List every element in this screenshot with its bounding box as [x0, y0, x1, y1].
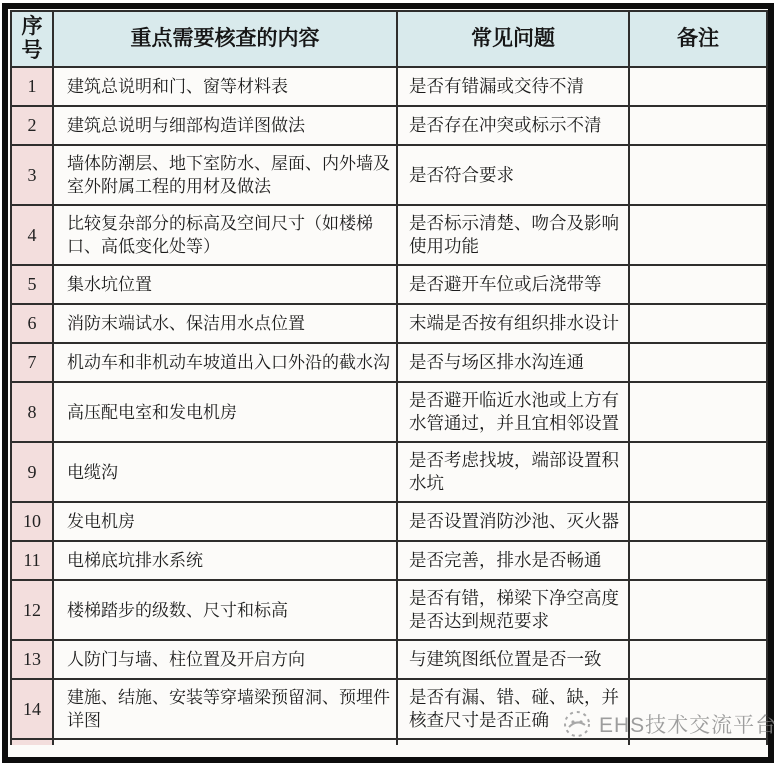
row-content-cell: 建施、结施、安装等穿墙梁预留洞、预埋件详图 [53, 679, 397, 739]
row-problem-cell: 是否设置消防沙池、灭火器 [397, 502, 629, 541]
table-row [11, 145, 767, 205]
row-content-cell: 消防末端试水、保洁用水点位置 [53, 304, 397, 343]
row-problem-cell: 是否有错，梯梁下净空高度是否达到规范要求 [397, 580, 629, 640]
row-remark-cell [629, 502, 767, 541]
table-row [11, 679, 767, 739]
cutoff-cell [397, 739, 629, 745]
cutoff-row [11, 739, 767, 745]
row-index-cell: 4 [11, 205, 53, 265]
row-problem-cell: 是否有漏、错、碰、缺，并核查尺寸是否正确 [397, 679, 629, 739]
cutoff-cell [629, 739, 767, 745]
row-remark-cell [629, 205, 767, 265]
row-problem-cell: 是否标示清楚、吻合及影响使用功能 [397, 205, 629, 265]
row-problem-cell: 是否符合要求 [397, 145, 629, 205]
row-remark-cell [629, 106, 767, 145]
row-remark-cell [629, 640, 767, 679]
row-content-cell: 高压配电室和发电机房 [53, 382, 397, 442]
table-outer-frame [2, 3, 774, 763]
col-header-content: 重点需要核查的内容 [53, 11, 397, 67]
row-remark-cell [629, 382, 767, 442]
row-index-cell: 3 [11, 145, 53, 205]
row-remark-cell [629, 145, 767, 205]
table-row [11, 382, 767, 442]
row-problem-cell: 是否与场区排水沟连通 [397, 343, 629, 382]
row-index-cell: 11 [11, 541, 53, 580]
row-problem-cell: 是否避开临近水池或上方有水管通过，并且宜相邻设置 [397, 382, 629, 442]
row-remark-cell [629, 442, 767, 502]
row-problem-cell: 是否避开车位或后浇带等 [397, 265, 629, 304]
table-row [11, 502, 767, 541]
table-row [11, 265, 767, 304]
row-index-cell: 9 [11, 442, 53, 502]
table-row [11, 67, 767, 106]
table-row [11, 580, 767, 640]
row-remark-cell [629, 67, 767, 106]
table-row [11, 205, 767, 265]
row-remark-cell [629, 580, 767, 640]
row-index-cell: 5 [11, 265, 53, 304]
row-problem-cell: 是否存在冲突或标示不清 [397, 106, 629, 145]
table-row [11, 640, 767, 679]
row-index-cell: 6 [11, 304, 53, 343]
row-content-cell: 楼梯踏步的级数、尺寸和标高 [53, 580, 397, 640]
row-content-cell: 建筑总说明与细部构造详图做法 [53, 106, 397, 145]
row-content-cell: 发电机房 [53, 502, 397, 541]
row-remark-cell [629, 541, 767, 580]
row-content-cell: 建筑总说明和门、窗等材料表 [53, 67, 397, 106]
row-remark-cell [629, 265, 767, 304]
row-content-cell: 机动车和非机动车坡道出入口外沿的截水沟 [53, 343, 397, 382]
row-content-cell: 人防门与墙、柱位置及开启方向 [53, 640, 397, 679]
row-index-cell: 13 [11, 640, 53, 679]
row-content-cell: 集水坑位置 [53, 265, 397, 304]
col-header-index: 序号 [11, 11, 53, 67]
header-row [11, 11, 767, 67]
row-problem-cell: 与建筑图纸位置是否一致 [397, 640, 629, 679]
col-header-problems: 常见问题 [397, 11, 629, 67]
row-content-cell: 比较复杂部分的标高及空间尺寸（如楼梯口、高低变化处等） [53, 205, 397, 265]
row-index-cell: 1 [11, 67, 53, 106]
row-content-cell: 电梯底坑排水系统 [53, 541, 397, 580]
watermark-label: EHS技术交流平台 [599, 714, 777, 737]
cutoff-cell [53, 739, 397, 745]
cutoff-cell [11, 739, 53, 745]
table-row [11, 442, 767, 502]
row-index-cell: 12 [11, 580, 53, 640]
row-problem-cell: 末端是否按有组织排水设计 [397, 304, 629, 343]
row-index-cell: 7 [11, 343, 53, 382]
table-row [11, 343, 767, 382]
row-index-cell: 14 [11, 679, 53, 739]
table-row [11, 541, 767, 580]
row-problem-cell: 是否完善，排水是否畅通 [397, 541, 629, 580]
col-header-remarks: 备注 [629, 11, 767, 67]
row-content-cell: 墙体防潮层、地下室防水、屋面、内外墙及室外附属工程的用材及做法 [53, 145, 397, 205]
row-problem-cell: 是否考虑找坡，端部设置积水坑 [397, 442, 629, 502]
table-row [11, 106, 767, 145]
row-remark-cell [629, 304, 767, 343]
row-index-cell: 10 [11, 502, 53, 541]
row-index-cell: 8 [11, 382, 53, 442]
table-row [11, 304, 767, 343]
inspection-checklist-table [10, 10, 768, 745]
row-remark-cell [629, 679, 767, 739]
row-content-cell: 电缆沟 [53, 442, 397, 502]
row-problem-cell: 是否有错漏或交待不清 [397, 67, 629, 106]
row-remark-cell [629, 343, 767, 382]
row-index-cell: 2 [11, 106, 53, 145]
